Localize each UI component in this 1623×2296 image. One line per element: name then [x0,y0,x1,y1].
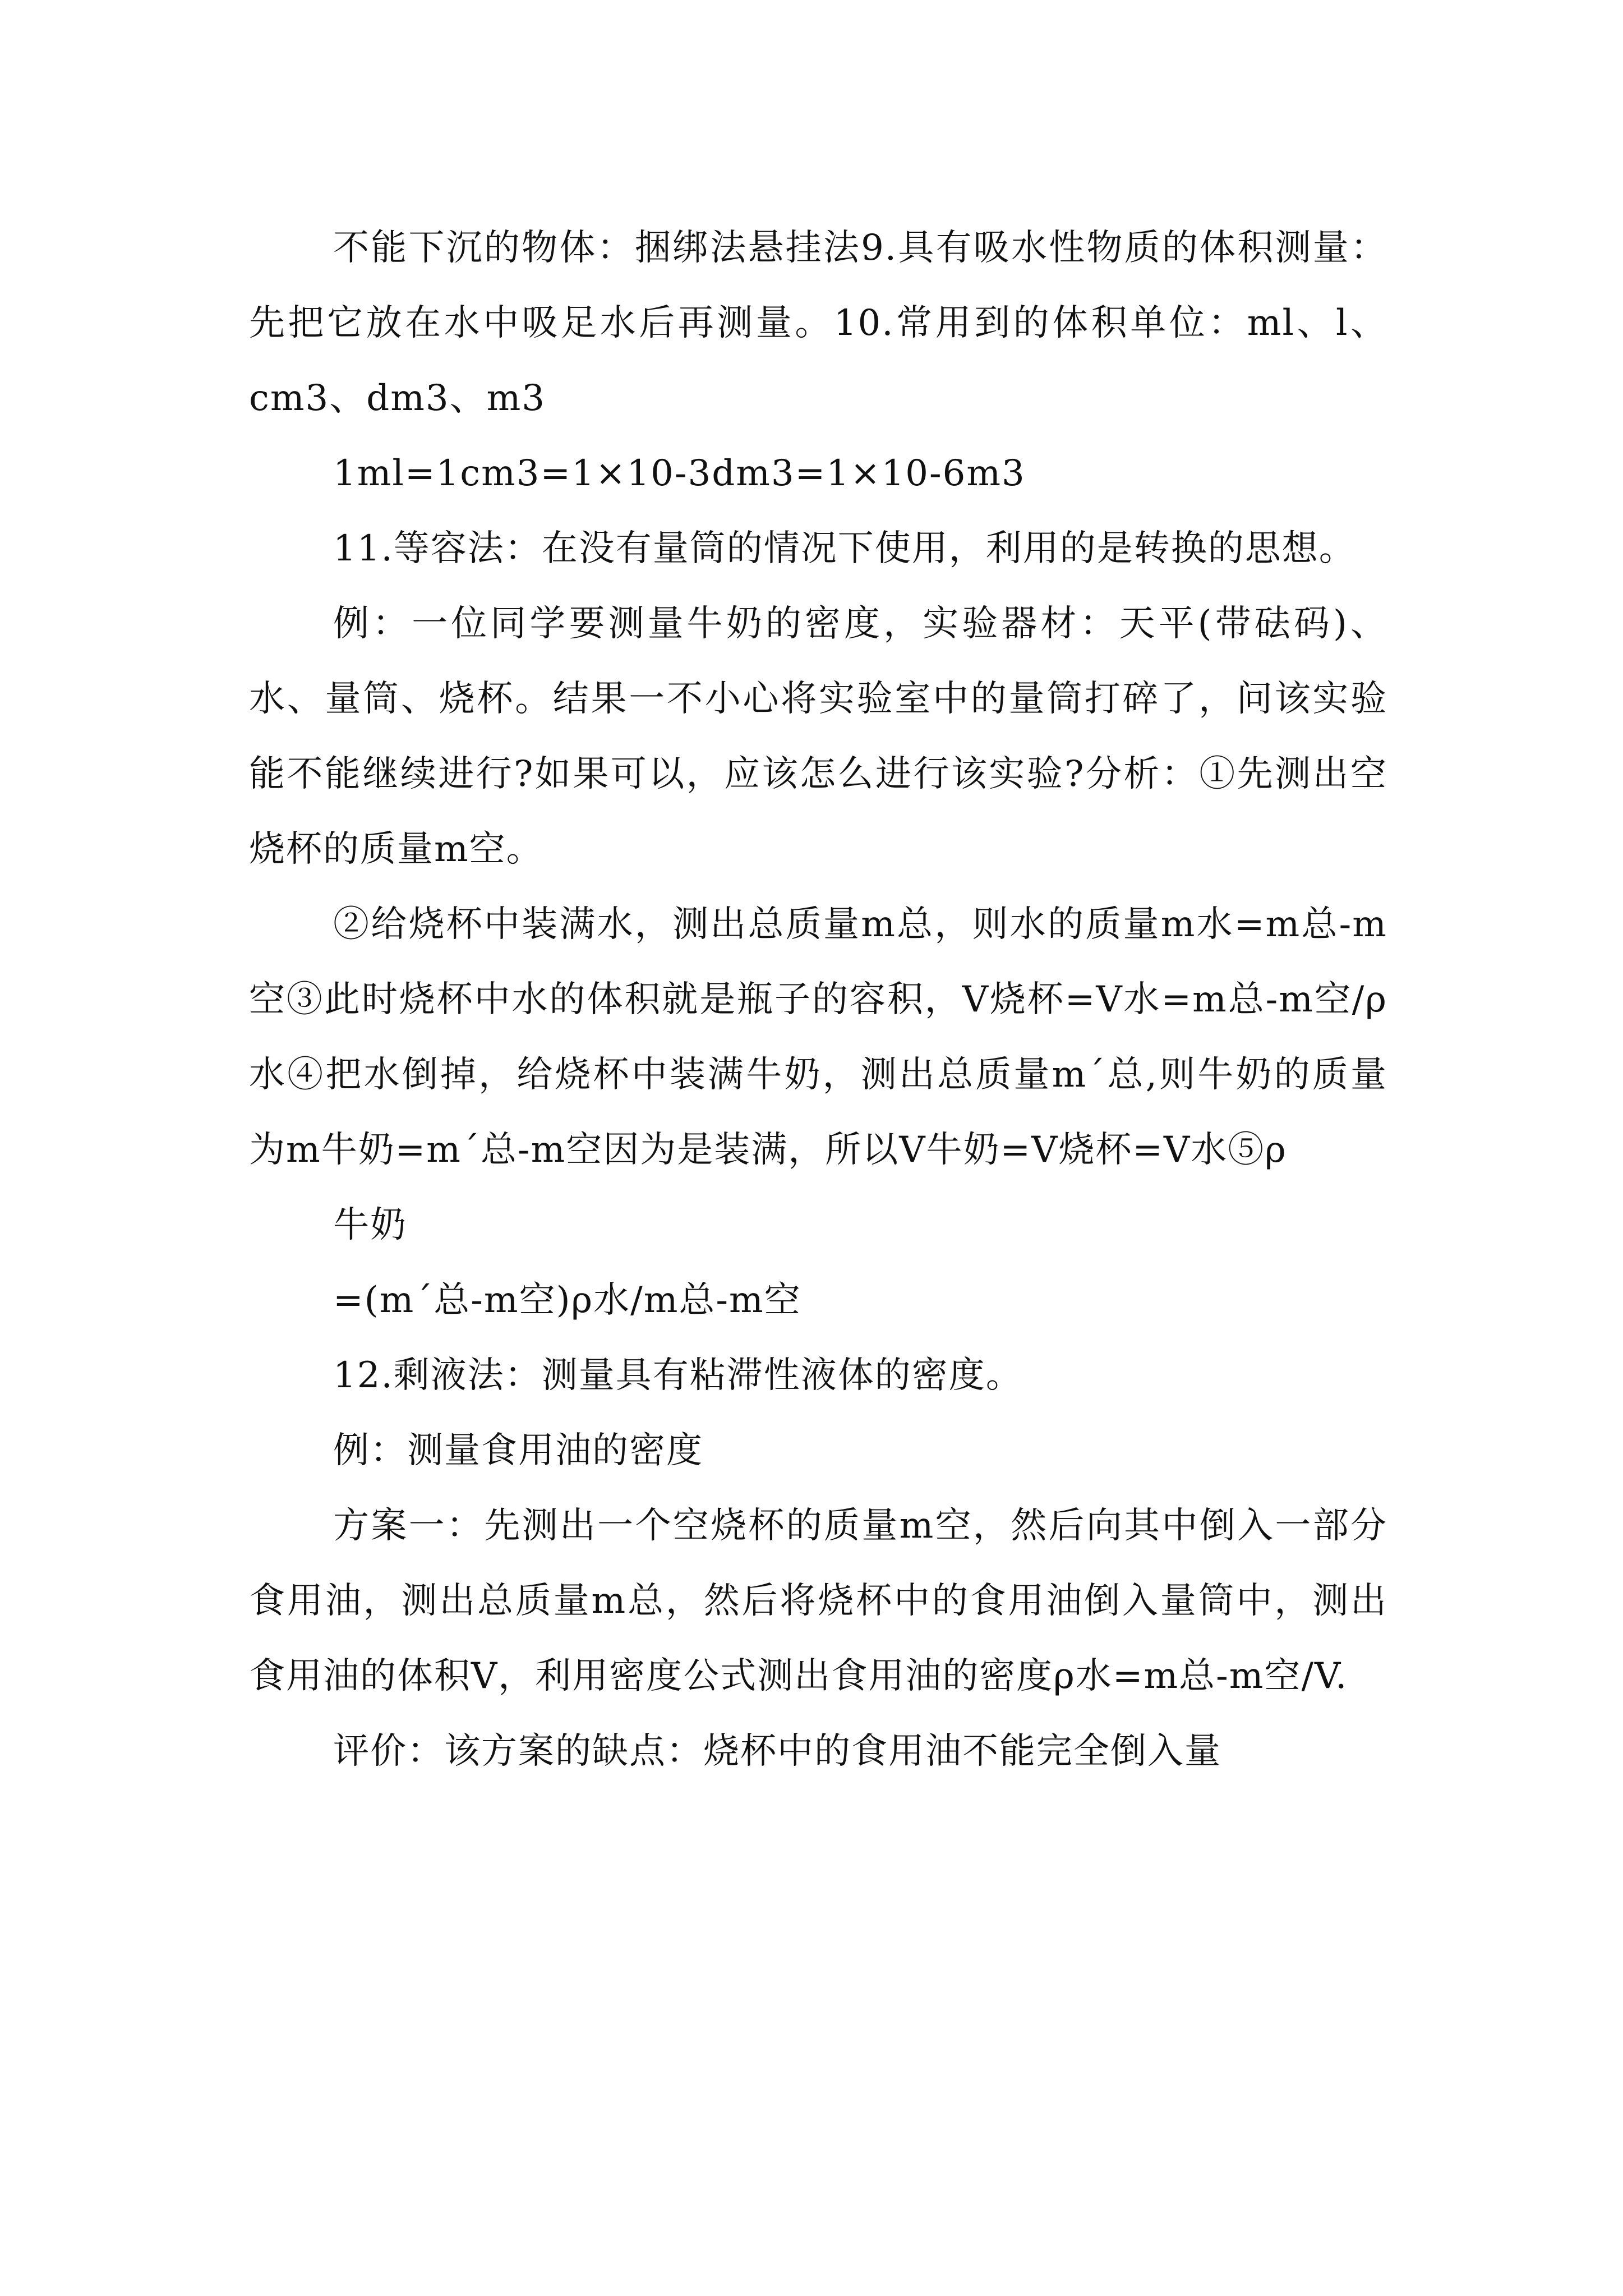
paragraph-unit-conversion: 1ml=1cm3=1×10-3dm3=1×10-6m3 [333,453,1026,494]
paragraph-equal-volume-method: 11.等容法：在没有量筒的情况下使用，利用的是转换的思想。 [333,528,1356,569]
paragraph-milk-label: 牛奶 [333,1204,407,1246]
paragraph-milk-steps: ②给烧杯中装满水，测出总质量m总，则水的质量m水=m总-m空③此时烧杯中水的体积就是瓶子的容积，V烧杯=V水=m总-m空/ρ水④把水倒掉，给烧杯中装满牛奶，测出总质量m´总,则牛奶的质量为m牛奶=m´总-m空因为是装满，所以V牛奶=V烧杯=V水⑤ρ [249,904,1387,1171]
paragraph-evaluation: 评价：该方案的缺点：烧杯中的食用油不能完全倒入量 [333,1731,1221,1772]
paragraph-plan-one: 方案一：先测出一个空烧杯的质量m空，然后向其中倒入一部分食用油，测出总质量m总，然后将烧杯中的食用油倒入量筒中，测出食用油的体积V，利用密度公式测出食用油的密度ρ水=m总-m空/V. [249,1505,1387,1697]
paragraph-milk-formula: =(m´总-m空)ρ水/m总-m空 [333,1280,801,1321]
document-body [249,210,1387,1789]
paragraph-volume-measurement: 不能下沉的物体：捆绑法悬挂法9.具有吸水性物质的体积测量：先把它放在水中吸足水后再测量。10.常用到的体积单位：ml、l、cm3、dm3、m3 [249,227,1387,419]
paragraph-milk-example: 例：一位同学要测量牛奶的密度，实验器材：天平(带砝码)、水、量筒、烧杯。结果一不小心将实验室中的量筒打碎了，问该实验能不能继续进行?如果可以，应该怎么进行该实验?分析：①先测出空烧杯的质量m空。 [249,603,1387,870]
paragraph-residual-liquid-method: 12.剩液法：测量具有粘滞性液体的密度。 [333,1355,1023,1396]
paragraph-oil-example: 例：测量食用油的密度 [333,1430,703,1471]
